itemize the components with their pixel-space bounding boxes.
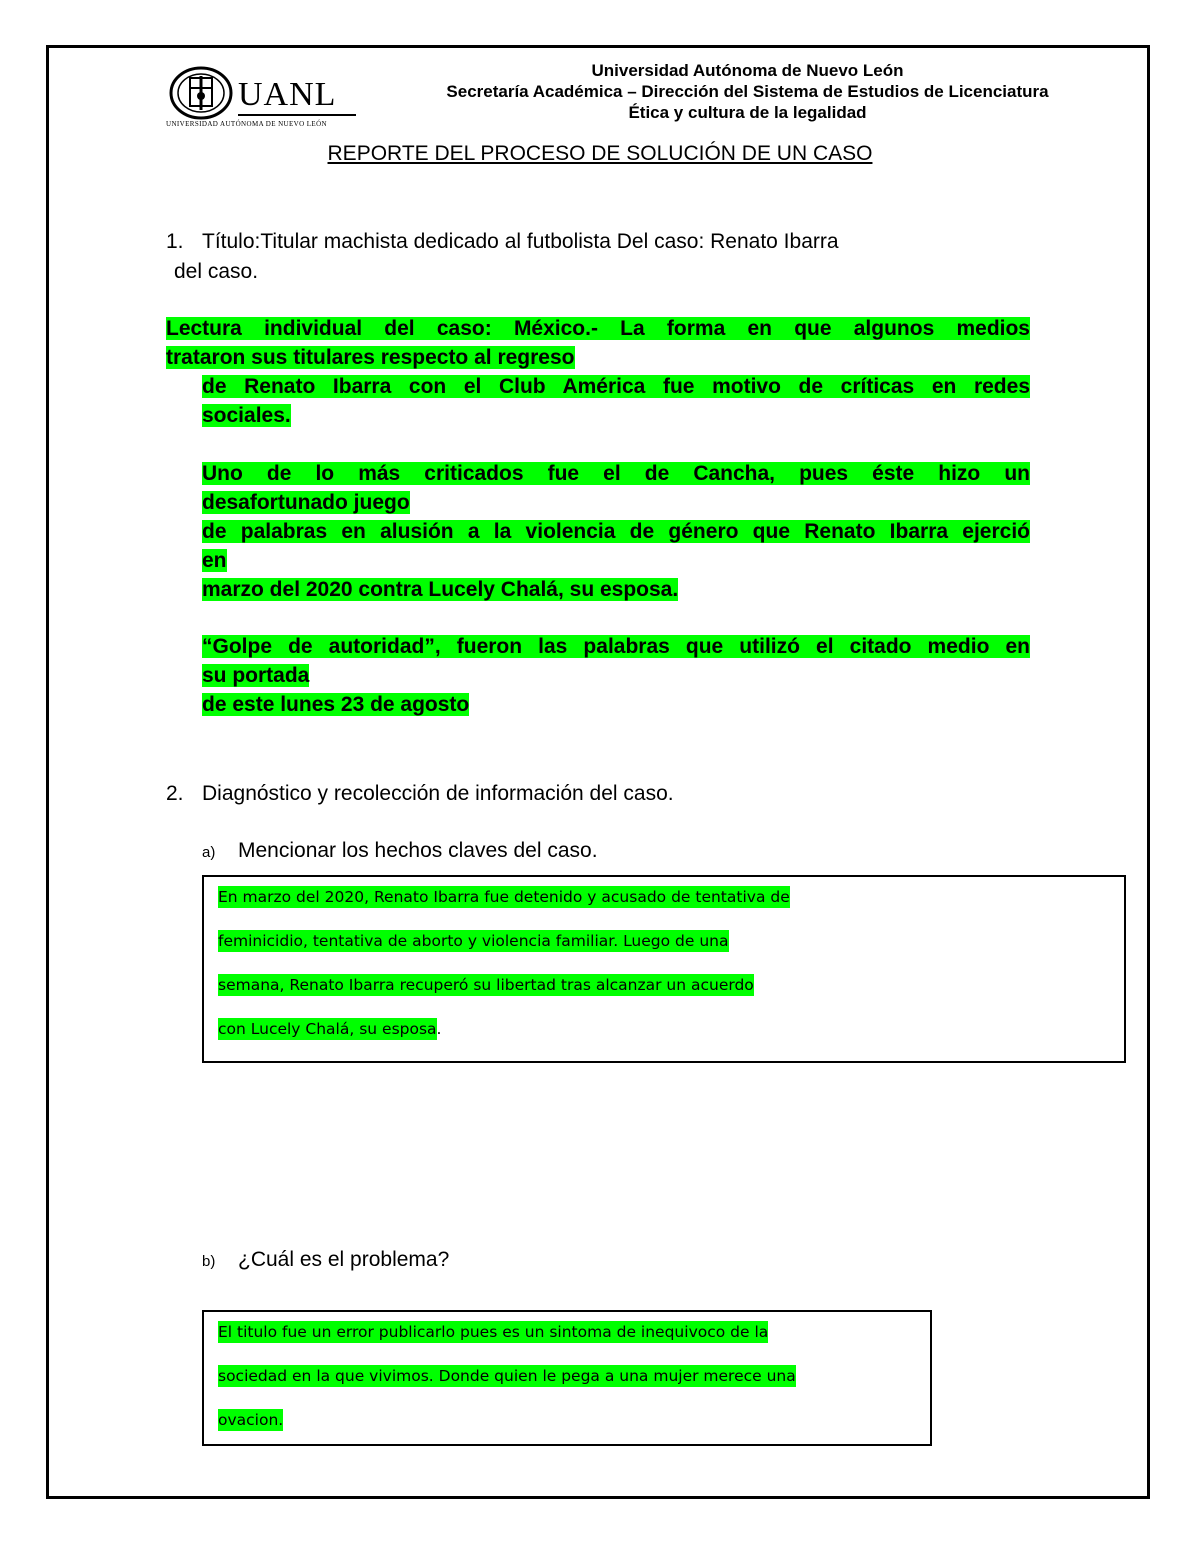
section-1-title-line2: del caso. (174, 260, 259, 283)
reading-p1-line4: sociales. (202, 404, 291, 427)
university-name: Universidad Autónoma de Nuevo León (591, 61, 904, 80)
reading-p3-line1: “Golpe de autoridad”, fueron las palabras que utilizó el citado medio en (202, 635, 1030, 658)
reading-p2-line4: en (202, 549, 227, 572)
logo-subtext: UNIVERSIDAD AUTÓNOMA DE NUEVO LEÓN (166, 120, 327, 128)
problem-line: El titulo fue un error publicarlo pues es un sintoma de inequivoco de la (218, 1323, 769, 1341)
facts-line: con Lucely Chalá, su esposa. (218, 1020, 442, 1038)
item-a-marker: a) (202, 844, 216, 861)
logo-underline (238, 114, 356, 116)
item-a-label: Mencionar los hechos claves del caso. (238, 839, 598, 862)
problem-line: ovacion. (218, 1411, 284, 1429)
reading-p1-line2: trataron sus titulares respecto al regreso (166, 346, 575, 369)
reading-p3-line3: de este lunes 23 de agosto (202, 693, 470, 716)
document-header (380, 60, 1115, 123)
reading-p3-line2: su portada (202, 664, 310, 687)
report-title: REPORTE DEL PROCESO DE SOLUCIÓN DE UN CASO (327, 142, 873, 165)
uanl-logo (166, 66, 362, 132)
reading-p2-line3: de palabras en alusión a la violencia de género que Renato Ibarra ejerció (202, 520, 1030, 543)
problem-line: sociedad en la que vivimos. Donde quien le pega a una mujer merece una (218, 1367, 796, 1385)
reading-p2-line2: desafortunado juego (202, 491, 410, 514)
reading-p1-line1: Lectura individual del caso: México.- La forma en que algunos medios (166, 317, 1030, 340)
section-2-number: 2. (166, 782, 184, 805)
facts-line: semana, Renato Ibarra recuperó su libertad tras alcanzar un acuerdo (218, 976, 754, 994)
item-b-marker: b) (202, 1253, 216, 1270)
facts-line: feminicidio, tentativa de aborto y violencia familiar. Luego de una (218, 932, 729, 950)
secretariat-name: Secretaría Académica – Dirección del Sistema de Estudios de Licenciatura (446, 82, 1049, 101)
reading-p1-line3: de Renato Ibarra con el Club América fue motivo de críticas en redes (202, 375, 1030, 398)
section-1-title-line1: Título:Titular machista dedicado al futbolista Del caso: Renato Ibarra (202, 230, 839, 253)
uanl-seal-icon (168, 66, 234, 120)
reading-p2-line1: Uno de lo más criticados fue el de Cancha, pues éste hizo un (202, 462, 1030, 485)
section-1-number: 1. (166, 230, 184, 253)
reading-p2-line5: marzo del 2020 contra Lucely Chalá, su esposa. (202, 578, 679, 601)
course-name: Ética y cultura de la legalidad (628, 103, 867, 122)
facts-line: En marzo del 2020, Renato Ibarra fue detenido y acusado de tentativa de (218, 888, 790, 906)
logo-text: UANL (238, 76, 337, 113)
section-2-title: Diagnóstico y recolección de información del caso. (202, 782, 674, 805)
item-b-label: ¿Cuál es el problema? (238, 1248, 450, 1271)
